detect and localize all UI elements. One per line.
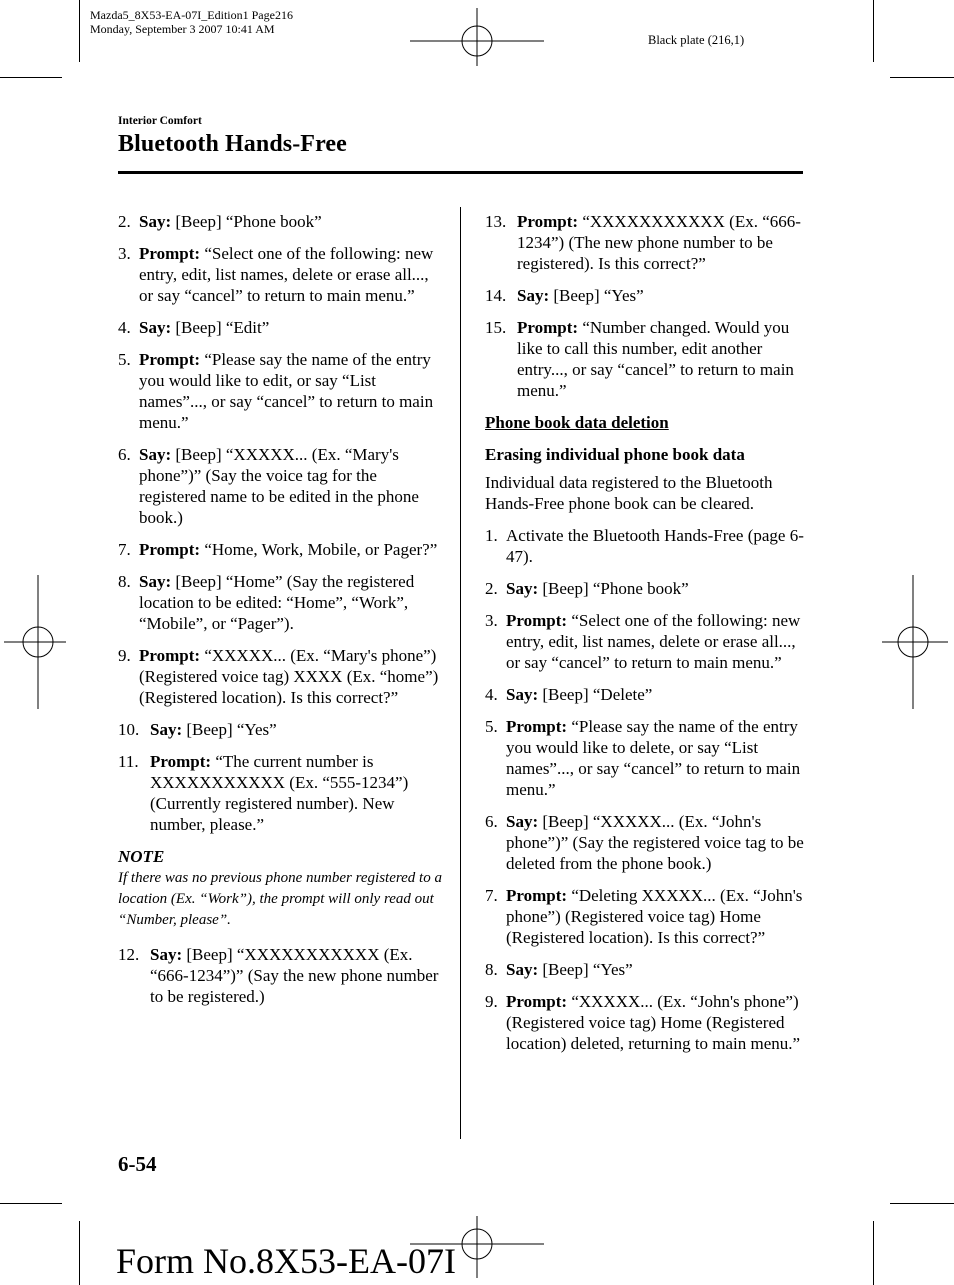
- item-lead: Prompt:: [506, 611, 568, 630]
- item-number: 8.: [118, 572, 131, 591]
- item-lead: Say:: [150, 945, 183, 964]
- registration-mark-left: [4, 575, 66, 709]
- list-item: [485, 811, 805, 874]
- item-text: “Home, Work, Mobile, or Pager?”: [200, 540, 438, 559]
- item-text: [Beep] “Phone book”: [171, 212, 322, 231]
- section-subheading: Phone book data deletion: [485, 413, 669, 432]
- item-lead: Prompt:: [517, 318, 579, 337]
- item-number: 4.: [485, 685, 498, 704]
- list-item: [118, 444, 444, 528]
- list-item: [485, 525, 805, 567]
- item-text: “Deleting XXXXX... (Ex. “John's phone”) (Registered voice tag) Home (Registered location). Is this correct?”: [506, 886, 803, 947]
- list-item: [485, 885, 805, 948]
- item-text: [Beep] “Yes”: [182, 720, 277, 739]
- item-text: Activate the Bluetooth Hands-Free (page 6-47).: [506, 526, 804, 566]
- print-date: Monday, September 3 2007 10:41 AM: [90, 22, 275, 36]
- item-number: 7.: [485, 886, 498, 905]
- item-text: [Beep] “Phone book”: [538, 579, 689, 598]
- item-number: 15.: [485, 318, 507, 337]
- list-item: [485, 991, 805, 1054]
- item-lead: Say:: [139, 572, 172, 591]
- form-number: Form No.8X53-EA-07I: [116, 1241, 456, 1281]
- item-number: 2.: [118, 212, 131, 231]
- list-item: [118, 719, 444, 740]
- item-text: “Select one of the following: new entry, edit, list names, delete or erase all..., or say “cancel” to return to main menu.”: [506, 611, 801, 672]
- title-rule: [118, 171, 803, 174]
- list-item: [118, 243, 444, 306]
- item-number: 9.: [485, 992, 498, 1011]
- list-item: [118, 211, 444, 232]
- list-item: [118, 645, 444, 708]
- item-lead: Say:: [517, 286, 550, 305]
- item-lead: Say:: [139, 445, 172, 464]
- item-number: 7.: [118, 540, 131, 559]
- list-item: [485, 716, 805, 800]
- list-item: [485, 684, 805, 705]
- list-item: [485, 285, 805, 306]
- list-item: [485, 211, 805, 274]
- item-lead: Say:: [506, 812, 539, 831]
- item-text: “XXXXX... (Ex. “John's phone”) (Registered voice tag) Home (Registered location) deleted, returning to main menu.”: [506, 992, 801, 1053]
- item-text: [Beep] “Edit”: [171, 318, 270, 337]
- item-number: 5.: [118, 350, 131, 369]
- right-list-b: [485, 525, 805, 1054]
- list-item: [118, 317, 444, 338]
- item-number: 12.: [118, 945, 140, 964]
- right-column: [485, 211, 805, 1065]
- list-item: [485, 610, 805, 673]
- list-item: [118, 539, 444, 560]
- list-item: [118, 944, 444, 1007]
- item-lead: Prompt:: [517, 212, 579, 231]
- item-number: 6.: [118, 445, 131, 464]
- column-divider: [460, 207, 461, 1139]
- note-heading: NOTE: [118, 847, 165, 866]
- page-number: 6-54: [118, 1152, 157, 1176]
- item-text: [Beep] “XXXXXXXXXXX (Ex. “666-1234”)” (Say the new phone number to be registered.): [150, 945, 439, 1006]
- item-lead: Say:: [139, 212, 172, 231]
- item-lead: Say:: [150, 720, 183, 739]
- file-name: Mazda5_8X53-EA-07I_Edition1 Page216: [90, 8, 293, 22]
- right-list-a: [485, 211, 805, 401]
- section-label: Interior Comfort: [118, 115, 202, 127]
- item-text: [Beep] “XXXXX... (Ex. “John's phone”)” (Say the registered voice tag to be deleted from the phone book.): [506, 812, 804, 873]
- item-text: “XXXXX... (Ex. “Mary's phone”) (Registered voice tag) XXXX (Ex. “home”) (Registered location). Is this correct?”: [139, 646, 439, 707]
- page-title: Bluetooth Hands-Free: [118, 131, 347, 157]
- item-lead: Prompt:: [506, 717, 568, 736]
- item-text: “Please say the name of the entry you would like to edit, or say “List names”..., or say “cancel” to return to main menu.”: [139, 350, 434, 432]
- item-number: 13.: [485, 212, 507, 231]
- item-lead: Say:: [139, 318, 172, 337]
- item-text: [Beep] “Delete”: [538, 685, 653, 704]
- list-item: [118, 571, 444, 634]
- item-number: 11.: [118, 752, 139, 771]
- intro-paragraph: Individual data registered to the Bluetooth Hands-Free phone book can be cleared.: [485, 473, 773, 513]
- item-lead: Prompt:: [139, 540, 201, 559]
- item-lead: Prompt:: [506, 992, 568, 1011]
- item-number: 1.: [485, 526, 498, 545]
- left-column: [118, 211, 444, 1018]
- item-text: [Beep] “Yes”: [549, 286, 644, 305]
- item-lead: Prompt:: [139, 244, 201, 263]
- item-text: “XXXXXXXXXXX (Ex. “666-1234”) (The new phone number to be registered). Is this correct?”: [517, 212, 801, 273]
- registration-mark-right: [882, 575, 948, 709]
- item-text: “The current number is XXXXXXXXXXX (Ex. “555-1234”) (Currently registered number). New number, please.”: [150, 752, 409, 834]
- item-lead: Say:: [506, 579, 539, 598]
- print-header: [90, 8, 293, 36]
- item-text: [Beep] “Home” (Say the registered location to be edited: “Home”, “Work”, “Mobile”, or “Pager”).: [139, 572, 415, 633]
- item-number: 9.: [118, 646, 131, 665]
- item-number: 5.: [485, 717, 498, 736]
- item-lead: Prompt:: [150, 752, 212, 771]
- item-number: 6.: [485, 812, 498, 831]
- item-lead: Prompt:: [506, 886, 568, 905]
- item-lead: Prompt:: [139, 350, 201, 369]
- item-lead: Say:: [506, 960, 539, 979]
- left-list-b: [118, 944, 444, 1007]
- item-number: 8.: [485, 960, 498, 979]
- item-text: “Select one of the following: new entry, edit, list names, delete or erase all..., or say “cancel” to return to main menu.”: [139, 244, 434, 305]
- plate-label: Black plate (216,1): [648, 33, 745, 47]
- item-number: 10.: [118, 720, 140, 739]
- item-number: 14.: [485, 286, 507, 305]
- item-text: [Beep] “XXXXX... (Ex. “Mary's phone”)” (Say the voice tag for the registered name to be edited in the phone book.): [139, 445, 419, 527]
- list-item: [118, 349, 444, 433]
- list-item: [118, 751, 444, 835]
- item-number: 3.: [118, 244, 131, 263]
- list-item: [485, 959, 805, 980]
- item-lead: Prompt:: [139, 646, 201, 665]
- list-item: [485, 317, 805, 401]
- registration-mark-top: [410, 8, 544, 68]
- item-lead: Say:: [506, 685, 539, 704]
- item-number: 4.: [118, 318, 131, 337]
- item-text: [Beep] “Yes”: [538, 960, 633, 979]
- item-number: 2.: [485, 579, 498, 598]
- item-text: “Number changed. Would you like to call this number, edit another entry..., or say “cancel” to return to main menu.”: [517, 318, 794, 400]
- note-text: If there was no previous phone number registered to a location (Ex. “Work”), the prompt will only read out “Number, please”.: [118, 870, 442, 928]
- item-number: 3.: [485, 611, 498, 630]
- left-list-a: [118, 211, 444, 835]
- list-item: [485, 578, 805, 599]
- sub-subheading: Erasing individual phone book data: [485, 445, 745, 464]
- item-text: “Please say the name of the entry you would like to delete, or say “List names”..., or say “cancel” to return to main menu.”: [506, 717, 801, 799]
